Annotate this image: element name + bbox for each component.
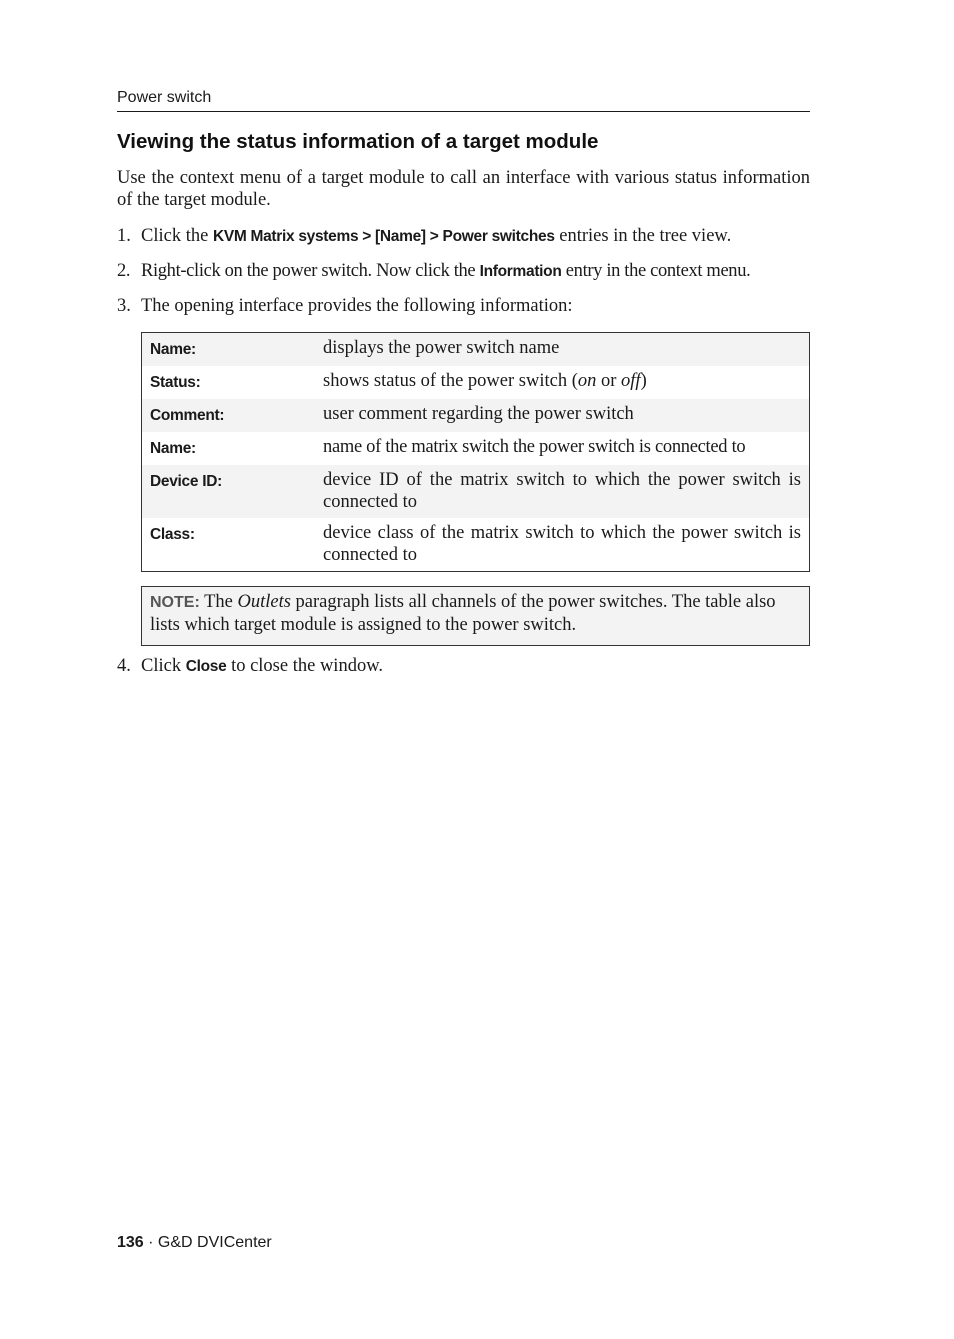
field-description: device ID of the matrix switch to which the power switch is connected to: [315, 465, 810, 518]
field-description: name of the matrix switch the power switch is connected to: [315, 432, 810, 465]
table-row: [142, 518, 810, 572]
field-description: user comment regarding the power switch: [315, 399, 810, 432]
page-footer: [117, 1234, 272, 1252]
intro-paragraph: Use the context menu of a target module to call an interface with various status information of the target module.: [117, 168, 810, 210]
note-box: [141, 586, 810, 646]
field-label: Class:: [142, 518, 316, 572]
field-label: Status:: [142, 366, 316, 399]
field-description: shows status of the power switch (on or off): [315, 366, 810, 399]
step-text: entry in the context menu.: [561, 261, 751, 281]
step-2: [117, 260, 810, 283]
field-label: Name:: [142, 333, 316, 367]
button-name: Close: [185, 658, 227, 675]
step-text: Right-click on the power switch. Now click the: [141, 261, 480, 281]
field-label: Comment:: [142, 399, 316, 432]
table-row: [142, 465, 810, 518]
step-4: [117, 655, 810, 678]
field-label: Name:: [142, 432, 316, 465]
note-text: paragraph lists all channels of the power switches. The table also lists which target module is assigned to the power switch.: [150, 592, 776, 635]
table-row: [142, 432, 810, 465]
step-1: [117, 225, 810, 248]
footer-separator: ·: [143, 1234, 158, 1251]
step-number: 2.: [117, 261, 131, 281]
table-row: [142, 366, 810, 399]
step-text: to close the window.: [226, 656, 383, 676]
step-text: entries in the tree view.: [554, 226, 732, 246]
note-emphasis: Outlets: [237, 592, 291, 612]
table-row: [142, 333, 810, 367]
step-3: [117, 295, 810, 317]
table-row: [142, 399, 810, 432]
section-heading: Viewing the status information of a target module: [117, 130, 599, 153]
menu-path: KVM Matrix systems > [Name] > Power switches: [212, 228, 555, 245]
page-number: 136: [117, 1234, 144, 1251]
step-number: 4.: [117, 656, 131, 676]
footer-title: G&D DVICenter: [157, 1234, 272, 1251]
step-number: 1.: [117, 226, 131, 246]
info-table: [141, 332, 810, 572]
menu-entry: Information: [479, 263, 562, 280]
field-label: Device ID:: [142, 465, 316, 518]
step-number: 3.: [117, 296, 131, 316]
step-text: Click the: [141, 226, 213, 246]
note-text: The: [199, 592, 238, 612]
step-text: Click: [141, 656, 186, 676]
field-description: device class of the matrix switch to which the power switch is connected to: [315, 518, 810, 572]
field-description: displays the power switch name: [315, 333, 810, 367]
note-label: NOTE:: [150, 594, 200, 611]
running-header: Power switch: [117, 89, 810, 112]
step-text: The opening interface provides the following information:: [141, 296, 573, 316]
